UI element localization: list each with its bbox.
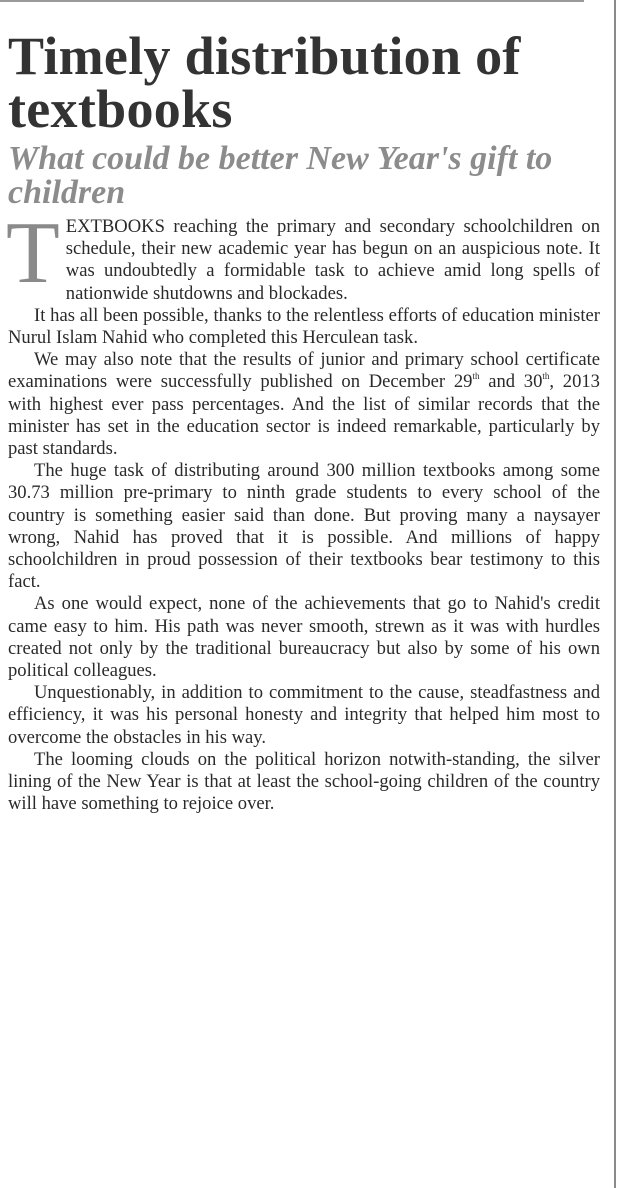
paragraph-4: The huge task of distributing around 300 million textbooks among some 30.73 million pre-primary to ninth grade students to every school of the country is something easier said than done. But proving many a naysayer wrong, Nahid has proved that it is possible. And millions of happy schoolchildren in proud possession of their textbooks bear testimony to this fact.	[8, 460, 600, 593]
ordinal-suffix: th	[472, 371, 480, 382]
article-body	[6, 205, 600, 815]
editorial-article	[6, 26, 600, 815]
paragraph-3-text-b: and 30	[479, 371, 543, 393]
drop-cap: T	[6, 205, 60, 302]
headline: Timely distribution of textbooks	[8, 26, 521, 139]
paragraph-1	[6, 205, 600, 305]
paragraph-1-text: EXTBOOKS reaching the primary and secondary schoolchildren on schedule, their new academic year has begun on an auspicious note. It was undoubtedly a formidable task to achieve amid long spells of nationwide shutdowns and blockades.	[65, 216, 600, 304]
paragraph-7: The looming clouds on the political horizon notwith-standing, the silver lining of the New Year is that at least the school-going children of the country will have something to rejoice over.	[8, 748, 600, 815]
paragraph-3	[8, 349, 600, 460]
ordinal-suffix: th	[542, 371, 550, 382]
paragraph-3-text-a: We may also note that the results of junior and primary school certificate examinations were successfully published on December 29	[8, 349, 600, 393]
paragraph-3-text-c: , 2013 with highest ever pass percentages. And the list of similar records that the minister has set in the education sector is indeed remarkable, particularly by past standards.	[8, 371, 600, 460]
right-column-border	[614, 0, 616, 1188]
paragraph-2: It has all been possible, thanks to the relentless efforts of education minister Nurul Islam Nahid who completed this Herculean task.	[8, 304, 600, 349]
subheadline: What could be better New Year's gift to children	[8, 140, 553, 211]
paragraph-6: Unquestionably, in addition to commitment to the cause, steadfastness and efficiency, it was his personal honesty and integrity that helped him most to overcome the obstacles in his way.	[8, 682, 600, 748]
top-rule-divider	[0, 0, 584, 2]
paragraph-5: As one would expect, none of the achievements that go to Nahid's credit came easy to him. His path was never smooth, strewn as it was with hurdles created not only by the traditional bureaucracy but also by some of his own political colleagues.	[8, 593, 600, 682]
